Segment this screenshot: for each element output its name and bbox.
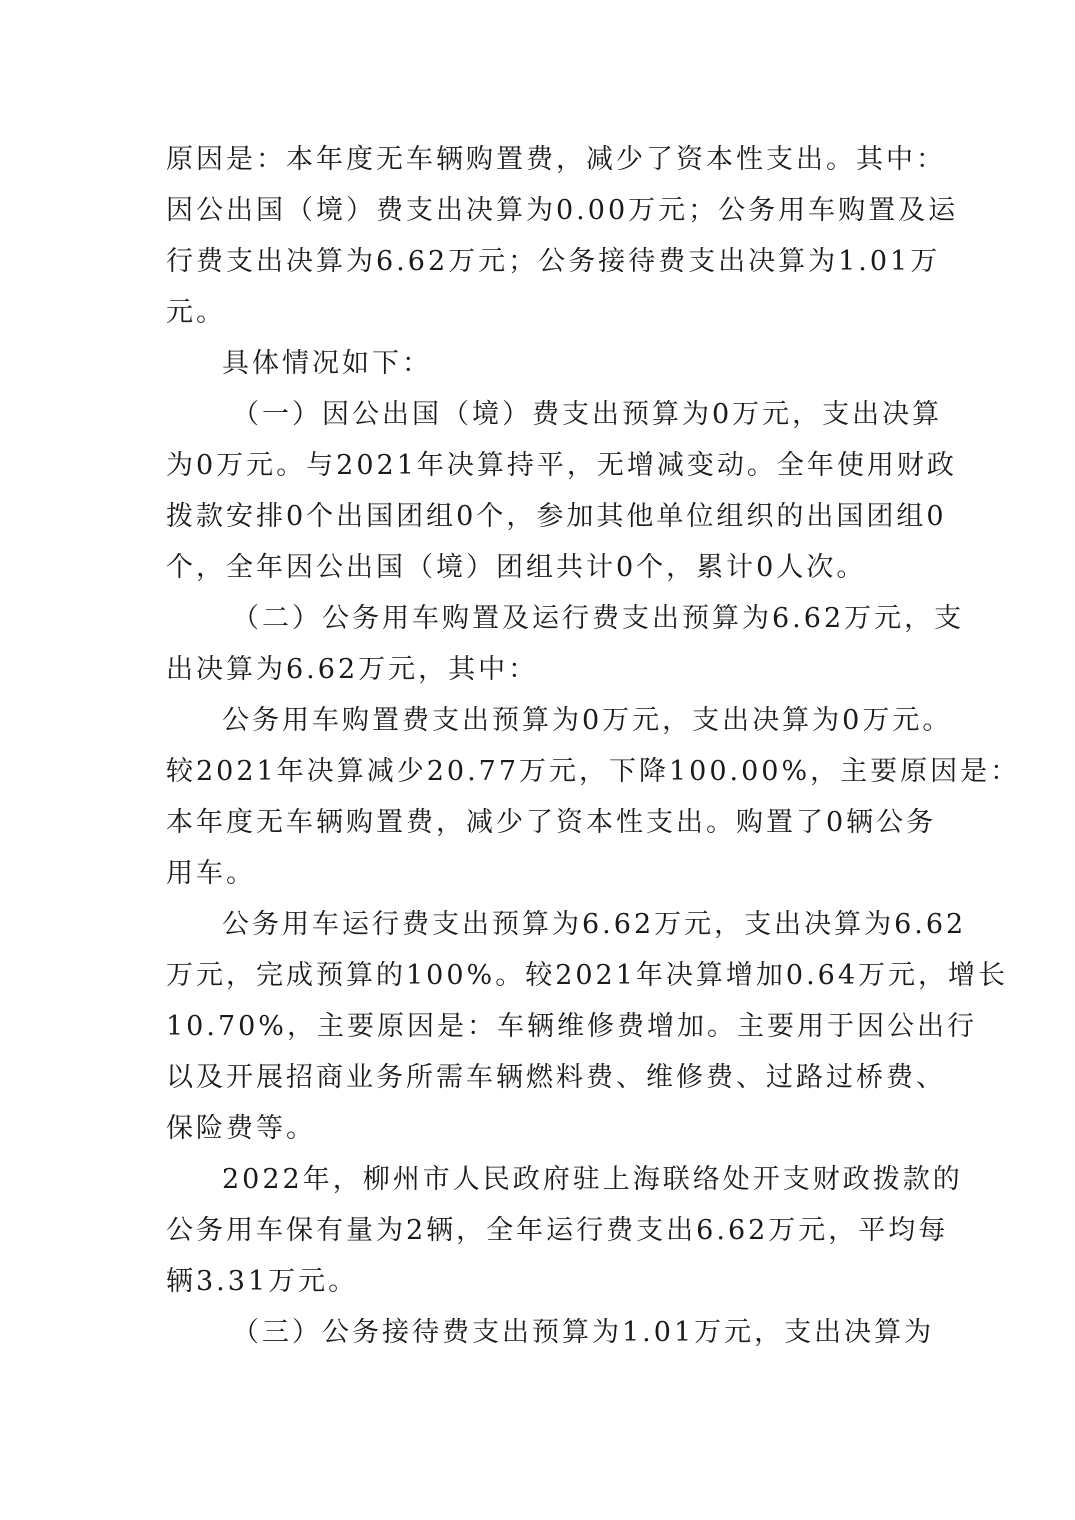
paragraph-line: 公务用车保有量为2辆，全年运行费支出6.62万元，平均每 [166, 1215, 949, 1246]
paragraph-line: 具体情况如下： [222, 348, 432, 379]
paragraph-line: 2022年，柳州市人民政府驻上海联络处开支财政拨款的 [222, 1164, 963, 1195]
paragraph-line: 出决算为6.62万元，其中： [166, 654, 539, 685]
paragraph-line: 原因是：本年度无车辆购置费，减少了资本性支出。其中： [166, 144, 946, 175]
paragraph-line: 用车。 [166, 858, 256, 889]
paragraph-line: 较2021年决算减少20.77万元，下降100.00%，主要原因是： [166, 756, 1021, 787]
section-heading-line: （一）因公出国（境）费支出预算为0万元，支出决算 [232, 399, 943, 430]
paragraph-line: 为0万元。与2021年决算持平，无增减变动。全年使用财政 [166, 450, 957, 481]
section-heading-line: （三）公务接待费支出预算为1.01万元，支出决算为 [232, 1317, 935, 1348]
paragraph-line: 本年度无车辆购置费，减少了资本性支出。购置了0辆公务 [166, 807, 937, 838]
paragraph-line: 以及开展招商业务所需车辆燃料费、维修费、过路过桥费、 [166, 1062, 946, 1093]
paragraph-line: 保险费等。 [166, 1113, 316, 1144]
paragraph-line: 万元，完成预算的100%。较2021年决算增加0.64万元，增长 [166, 960, 1009, 991]
paragraph-line: 元。 [166, 297, 226, 328]
paragraph-line: 个，全年因公出国（境）团组共计0个，累计0人次。 [166, 552, 867, 583]
paragraph-line: 拨款安排0个出国团组0个，参加其他单位组织的出国团组0 [166, 501, 947, 532]
document-body [166, 134, 1021, 1358]
paragraph-line: 10.70%，主要原因是：车辆维修费增加。主要用于因公出行 [166, 1011, 977, 1042]
paragraph-line: 因公出国（境）费支出决算为0.00万元；公务用车购置及运 [166, 195, 959, 226]
paragraph-line: 行费支出决算为6.62万元；公务接待费支出决算为1.01万 [166, 246, 941, 277]
paragraph-line: 辆3.31万元。 [166, 1266, 359, 1297]
section-heading-line: （二）公务用车购置及运行费支出预算为6.62万元，支 [232, 603, 965, 634]
paragraph-line: 公务用车运行费支出预算为6.62万元，支出决算为6.62 [222, 909, 967, 940]
paragraph-line: 公务用车购置费支出预算为0万元，支出决算为0万元。 [222, 705, 953, 736]
